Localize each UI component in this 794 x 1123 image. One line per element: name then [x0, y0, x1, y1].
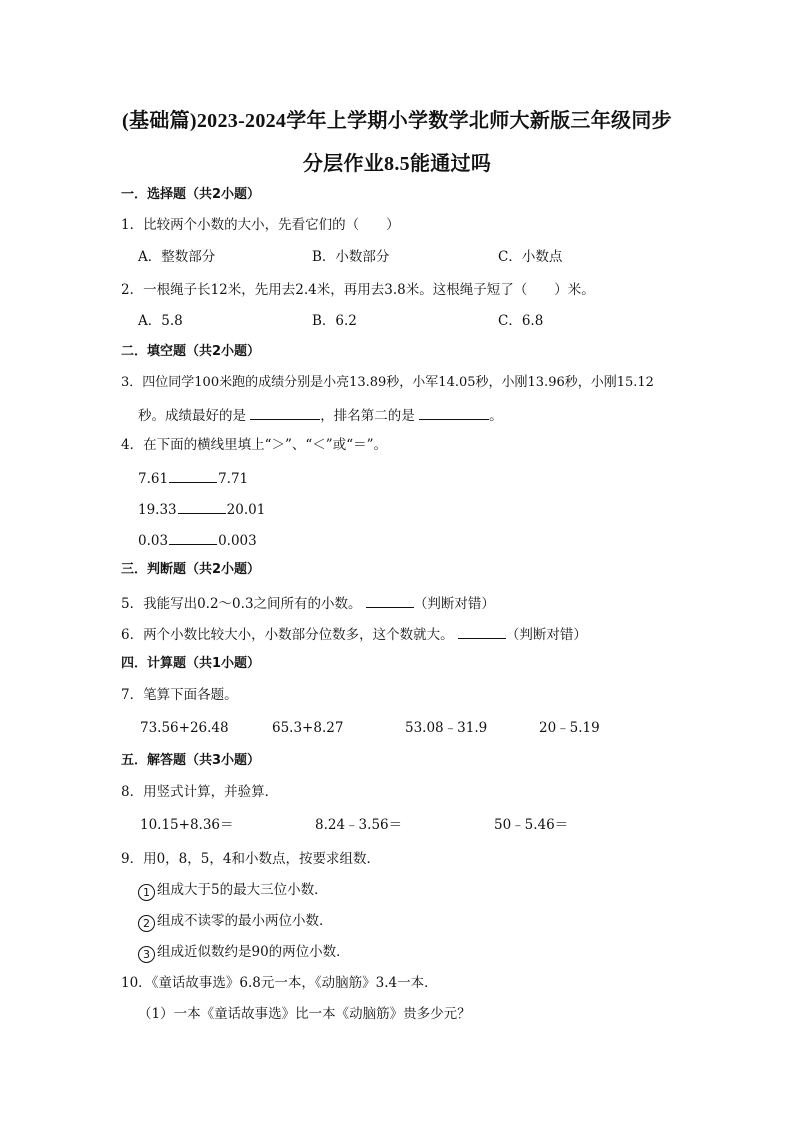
- question-9-sub: [138, 912, 333, 932]
- answer-blank[interactable]: [169, 530, 217, 545]
- question-4-text: 4．在下面的横线里填上“＞”、“＜”或“＝”。: [121, 437, 387, 453]
- circled-number: 2: [138, 915, 155, 932]
- vertical-calc-item: 10.15+8.36＝: [140, 817, 234, 833]
- question-5-text: 5．我能写出0.2～0.3之间所有的小数。: [121, 596, 366, 612]
- calc-item: 65.3+8.27: [272, 720, 344, 736]
- compare-row: [138, 468, 248, 488]
- question-6: [121, 624, 587, 644]
- compare-left: 7.61: [138, 471, 169, 487]
- compare-row: [138, 530, 257, 550]
- page-title-line2: 分层作业8.5能通过吗: [302, 153, 492, 175]
- question-10-sub-1: （1）一本《童话故事选》比一本《动脑筋》贵多少元？: [138, 1006, 471, 1022]
- question-3-line1: 3．四位同学100米跑的成绩分别是小亮13.89秒，小军14.05秒，小刚13.96秒，小刚15.12: [121, 375, 654, 390]
- section-heading-fill: 二．填空题（共2小题）: [121, 344, 261, 359]
- question-10-text: 10．《童话故事选》6.8元一本，《动脑筋》3.4一本．: [121, 975, 438, 991]
- question-9-sub-text: 组成大于5的最大三位小数．: [157, 882, 328, 898]
- question-9-sub-text: 组成近似数约是90的两位小数．: [157, 944, 350, 960]
- compare-left: 0.03: [138, 533, 169, 549]
- section-heading-solve: 五．解答题（共3小题）: [121, 753, 261, 768]
- question-1-option-a: A．整数部分: [138, 249, 216, 265]
- vertical-calc-item: 8.24﹣3.56＝: [315, 817, 403, 833]
- question-9-sub-text: 组成不读零的最小两位小数．: [157, 913, 333, 929]
- question-6-text: 6．两个小数比较大小，小数部分位数多，这个数就大。: [121, 627, 458, 643]
- question-9-sub: [138, 881, 328, 901]
- calc-item: 20﹣5.19: [539, 720, 600, 736]
- calc-item: 53.08﹣31.9: [405, 720, 488, 736]
- question-6-suffix: （判断对错）: [505, 627, 587, 643]
- compare-right: 20.01: [226, 502, 266, 518]
- question-3-text-b: ，排名第二的是: [320, 408, 420, 424]
- question-5: [121, 593, 495, 613]
- answer-blank[interactable]: [458, 624, 506, 639]
- compare-row: [138, 499, 265, 519]
- compare-right: 7.71: [218, 471, 249, 487]
- question-1-option-b: B．小数部分: [312, 249, 390, 265]
- answer-blank[interactable]: [178, 499, 226, 514]
- section-heading-calc: 四．计算题（共1小题）: [121, 656, 261, 671]
- question-1-text: 1．比较两个小数的大小，先看它们的（ ）: [121, 217, 400, 233]
- compare-right: 0.003: [218, 533, 257, 549]
- page-title-line1: (基础篇)2023-2024学年上学期小学数学北师大新版三年级同步: [122, 110, 672, 132]
- section-heading-judge: 三．判断题（共2小题）: [121, 562, 261, 577]
- question-2-option-a: A．5.8: [138, 313, 183, 329]
- answer-blank[interactable]: [169, 468, 217, 483]
- answer-blank[interactable]: [366, 593, 414, 608]
- circled-number: 1: [138, 884, 155, 901]
- question-5-suffix: （判断对错）: [413, 596, 495, 612]
- answer-blank[interactable]: [250, 405, 320, 420]
- answer-blank[interactable]: [419, 405, 489, 420]
- compare-left: 19.33: [138, 502, 177, 518]
- question-2-option-c: C．6.8: [498, 313, 544, 329]
- question-2-option-b: B．6.2: [312, 313, 357, 329]
- vertical-calc-item: 50﹣5.46＝: [494, 817, 569, 833]
- calc-item: 73.56+26.48: [140, 720, 229, 736]
- question-9-sub: [138, 943, 350, 963]
- question-3-line2: [138, 405, 503, 425]
- question-7-text: 7．笔算下面各题。: [121, 687, 238, 703]
- section-heading-choice: 一．选择题（共2小题）: [121, 187, 261, 202]
- question-2-text: 2．一根绳子长12米，先用去2.4米，再用去3.8米。这根绳子短了（ ）米。: [121, 282, 595, 298]
- circled-number: 3: [138, 946, 155, 963]
- question-3-text-c: 。: [489, 408, 503, 424]
- question-9-text: 9．用0，8，5，4和小数点，按要求组数．: [121, 851, 380, 867]
- question-8-text: 8．用竖式计算，并验算．: [121, 784, 279, 800]
- question-3-text-a: 秒。成绩最好的是: [138, 408, 251, 424]
- question-1-option-c: C．小数点: [498, 249, 563, 265]
